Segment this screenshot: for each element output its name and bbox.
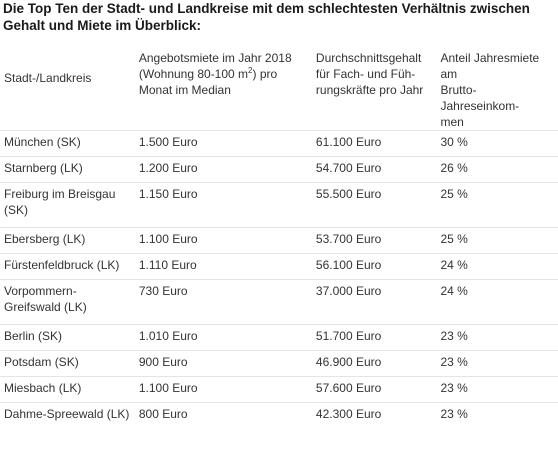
cell-salary: 42.300 Euro <box>315 407 382 421</box>
cell-salary: 37.000 Euro <box>312 280 437 325</box>
cell-city: Freiburg im Breisgau (SK) <box>0 183 135 228</box>
table-row <box>0 325 558 351</box>
header-salary <box>312 39 437 131</box>
cell-share: 23 % <box>436 377 558 403</box>
header-city <box>0 39 135 131</box>
cell-city: Fürstenfeldbruck (LK) <box>0 254 135 280</box>
cell-city: Vorpommern-Greifswald (LK) <box>0 280 135 325</box>
cell-city: Miesbach (LK) <box>0 377 135 403</box>
header-city-label: Stadt-/Landkreis <box>4 71 92 85</box>
header-share-line3: men <box>440 115 464 129</box>
cell-rent: 730 Euro <box>135 280 312 325</box>
header-share <box>436 39 558 131</box>
cell-share: 30 % <box>436 131 558 157</box>
cell-salary: 55.500 Euro <box>312 183 437 228</box>
cell-rent: 1.200 Euro <box>135 157 312 183</box>
cell-salary: 53.700 Euro <box>312 228 437 254</box>
cell-share: 23 % <box>440 407 468 421</box>
cell-rent: 900 Euro <box>135 351 312 377</box>
table-row <box>0 377 558 403</box>
header-salary-line2: für Fach- und Füh- <box>315 67 416 81</box>
table-row <box>0 403 558 429</box>
cell-share: 23 % <box>436 351 558 377</box>
table-row <box>0 183 558 228</box>
header-rent <box>135 39 312 131</box>
cell-city: Ebersberg (LK) <box>0 228 135 254</box>
cell-rent: 1.500 Euro <box>135 131 312 157</box>
table-row <box>0 228 558 254</box>
cell-rent: 1.150 Euro <box>135 183 312 228</box>
cell-salary: 57.600 Euro <box>312 377 437 403</box>
cell-city: Dahme-Spreewald (LK) <box>4 407 130 421</box>
header-share-line2: Brutto-Jahreseinkom- <box>440 83 520 113</box>
table-row <box>0 351 558 377</box>
cell-share: 26 % <box>436 157 558 183</box>
table-row <box>0 254 558 280</box>
cell-salary: 54.700 Euro <box>312 157 437 183</box>
header-rent-line2-pre: (Wohnung 80-100 m <box>138 67 249 81</box>
cell-share: 25 % <box>436 228 558 254</box>
cell-city: Potsdam (SK) <box>0 351 135 377</box>
table-header-row <box>0 39 558 131</box>
cell-share: 24 % <box>436 254 558 280</box>
page-title: Die Top Ten der Stadt- und Landkreise mit dem schlechtesten Verhältnis zwischen Gehalt und Miete im Überblick: <box>3 1 530 33</box>
cell-rent: 1.110 Euro <box>135 254 312 280</box>
header-salary-line1: Durchschnittsgehalt <box>315 51 422 65</box>
cell-city: Berlin (SK) <box>0 325 135 351</box>
header-rent-line3: Monat im Median <box>138 83 231 97</box>
cell-rent: 800 Euro <box>138 407 188 421</box>
cell-salary: 61.100 Euro <box>312 131 437 157</box>
cell-share: 25 % <box>436 183 558 228</box>
cell-share: 23 % <box>436 325 558 351</box>
cell-rent: 1.100 Euro <box>135 228 312 254</box>
header-rent-line2-post: ) pro <box>252 67 278 81</box>
header-rent-line1: Angebotsmiete im Jahr 2018 <box>138 51 292 65</box>
rent-salary-table <box>0 39 558 429</box>
cell-share: 24 % <box>436 280 558 325</box>
cell-salary: 51.700 Euro <box>312 325 437 351</box>
cell-city: München (SK) <box>0 131 135 157</box>
header-salary-line3: rungskräfte pro Jahr <box>315 83 424 97</box>
table-row <box>0 157 558 183</box>
header-share-line1: Anteil Jahresmiete am <box>440 51 540 81</box>
cell-rent: 1.010 Euro <box>135 325 312 351</box>
cell-salary: 56.100 Euro <box>312 254 437 280</box>
table-row <box>0 280 558 325</box>
cell-rent: 1.100 Euro <box>135 377 312 403</box>
cell-salary: 46.900 Euro <box>312 351 437 377</box>
cell-city: Starnberg (LK) <box>0 157 135 183</box>
header-rent-sup: 2 <box>248 66 253 75</box>
table-row <box>0 131 558 157</box>
